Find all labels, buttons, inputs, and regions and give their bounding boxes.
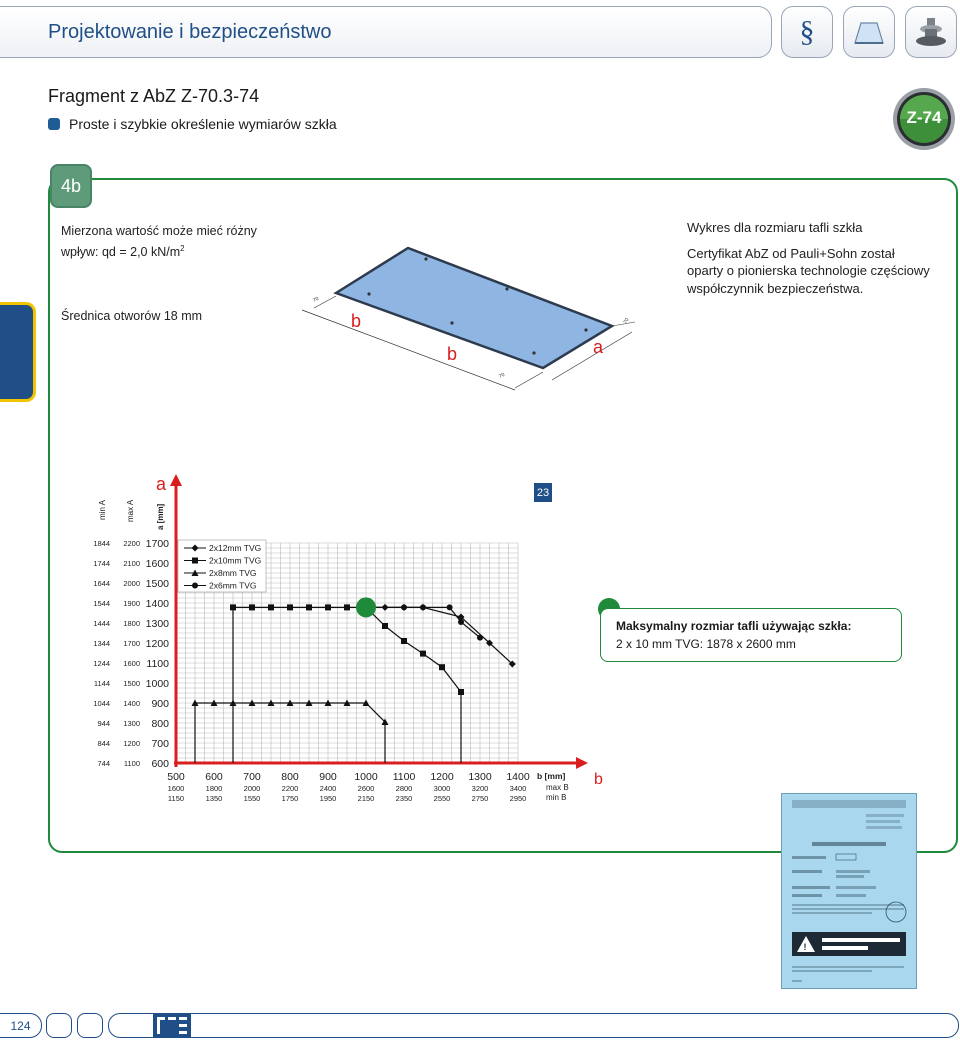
y-min-a-label: 1244 — [93, 659, 110, 668]
svg-text:70: 70 — [622, 317, 631, 325]
x-min-b-label: 1750 — [281, 794, 299, 803]
y-axis-arrow — [170, 474, 182, 486]
right-text — [687, 219, 930, 297]
glass-pane-icon[interactable] — [843, 6, 895, 58]
y-min-a-label: 844 — [97, 739, 110, 748]
x-min-b-title: min B — [546, 793, 567, 802]
y-tick-label: 1200 — [145, 638, 169, 650]
y-header-a: a [mm] — [156, 503, 165, 530]
series-point-1 — [306, 604, 312, 610]
badge-23: 23 — [534, 483, 552, 502]
x-min-b-label: 2150 — [357, 794, 375, 803]
x-min-b-label: 2750 — [471, 794, 489, 803]
side-tab[interactable] — [0, 302, 36, 402]
x-max-b-label: 3000 — [433, 784, 451, 793]
y-tick-label: 1400 — [145, 598, 169, 610]
svg-text:70: 70 — [312, 295, 320, 304]
x-tick-label: 1200 — [430, 771, 454, 783]
y-min-a-label: 1644 — [93, 579, 110, 588]
legend-label: 2x6mm TVG — [209, 580, 257, 591]
x-tick-label: 1000 — [354, 771, 378, 783]
y-tick-label: 1100 — [146, 658, 169, 670]
x-max-b-label: 2200 — [281, 784, 299, 793]
y-tick-label: 1500 — [145, 578, 169, 590]
info-box — [600, 608, 902, 662]
x-tick-label: 500 — [167, 771, 185, 783]
series-point-1 — [458, 689, 464, 695]
legend-marker — [192, 583, 198, 589]
right-text-title: Wykres dla rozmiaru tafli szkła — [687, 220, 863, 235]
axis-letter-b: b — [594, 771, 603, 788]
glass-size-chart — [80, 470, 603, 810]
page-number: 124 — [0, 1013, 42, 1038]
x-max-b-label: 1800 — [205, 784, 223, 793]
y-max-a-label: 1200 — [123, 739, 140, 748]
y-header-max: max A — [126, 499, 135, 522]
y-header-min: min A — [98, 499, 107, 520]
axis-letter-a: a — [156, 474, 167, 494]
series-point-3 — [420, 604, 426, 610]
series-line-0 — [366, 607, 512, 664]
y-max-a-label: 2200 — [123, 539, 140, 548]
x-axis-arrow — [576, 757, 588, 769]
svg-text:!: ! — [803, 942, 807, 952]
y-min-a-label: 1744 — [93, 559, 110, 568]
x-min-b-label: 2950 — [509, 794, 527, 803]
y-max-a-label: 1400 — [123, 699, 140, 708]
y-min-a-label: 744 — [97, 759, 110, 768]
legend-label: 2x12mm TVG — [209, 543, 262, 553]
y-min-a-label: 1044 — [93, 699, 110, 708]
drawing-label-b2: b — [447, 344, 458, 364]
x-axis-label: b [mm] — [537, 771, 566, 781]
series-point-1 — [401, 638, 407, 644]
x-max-b-title: max B — [546, 783, 569, 792]
y-max-a-label: 2000 — [123, 579, 140, 588]
y-tick-label: 800 — [151, 718, 169, 730]
y-max-a-label: 1600 — [123, 659, 140, 668]
x-tick-label: 600 — [205, 771, 223, 783]
y-max-a-label: 1700 — [123, 639, 140, 648]
glass-pane-drawing — [290, 238, 660, 398]
right-text-line3: współczynnik bezpieczeństwa. — [687, 280, 864, 296]
footer-bar — [108, 1013, 959, 1038]
y-min-a-label: 1144 — [93, 679, 110, 688]
series-point-1 — [268, 604, 274, 610]
x-max-b-label: 2800 — [395, 784, 413, 793]
y-max-a-label: 1800 — [123, 619, 140, 628]
z74-logo — [892, 87, 956, 151]
bullet-square — [48, 118, 60, 130]
x-max-b-label: 2000 — [243, 784, 261, 793]
y-tick-label: 1300 — [145, 618, 169, 630]
pauli-sohn-logo — [153, 1013, 191, 1038]
certificate-graphic — [782, 794, 916, 988]
series-point-1 — [439, 664, 445, 670]
y-max-a-label: 1500 — [123, 679, 140, 688]
left-text-line1: Mierzona wartość może mieć różny — [61, 224, 257, 238]
section-subtitle: Fragment z AbZ Z-70.3-74 — [48, 86, 260, 106]
info-title: Maksymalny rozmiar tafli używając szkła: — [616, 619, 852, 633]
series-point-3 — [401, 604, 407, 610]
footer-nav-next[interactable] — [77, 1013, 103, 1038]
x-min-b-label: 2350 — [395, 794, 413, 803]
series-point-1 — [420, 651, 426, 657]
x-max-b-label: 1600 — [167, 784, 185, 793]
y-min-a-label: 1344 — [93, 639, 110, 648]
drawing-label-a: a — [593, 337, 604, 357]
series-point-1 — [382, 623, 388, 629]
paragraph-icon[interactable] — [781, 6, 833, 58]
y-tick-label: 1000 — [145, 678, 169, 690]
y-min-a-label: 1444 — [93, 619, 110, 628]
page-title: Projektowanie i bezpieczeństwo — [48, 21, 332, 43]
x-min-b-label: 1550 — [243, 794, 261, 803]
x-tick-label: 1400 — [506, 771, 530, 783]
bullet-text: Proste i szybkie określenie wymiarów szkła — [69, 116, 337, 132]
series-point-3 — [458, 619, 464, 625]
y-max-a-label: 1100 — [123, 759, 140, 768]
paragraph-glyph: § — [799, 15, 815, 48]
y-tick-label: 600 — [151, 758, 169, 770]
y-min-a-label: 1844 — [93, 539, 110, 548]
svg-text:70: 70 — [498, 371, 506, 380]
x-max-b-label: 2400 — [319, 784, 337, 793]
x-min-b-label: 1350 — [205, 794, 223, 803]
y-tick-label: 1700 — [145, 538, 169, 550]
x-tick-label: 800 — [281, 771, 299, 783]
series-point-1 — [287, 604, 293, 610]
x-tick-label: 1300 — [468, 771, 492, 783]
legend-label: 2x10mm TVG — [209, 555, 262, 566]
y-tick-label: 1600 — [145, 558, 169, 570]
highlight-point — [356, 597, 376, 617]
x-max-b-label: 3200 — [471, 784, 489, 793]
series-point-3 — [447, 604, 453, 610]
x-min-b-label: 1950 — [319, 794, 337, 803]
footer-nav-prev[interactable] — [46, 1013, 72, 1038]
right-text-line2: oparty o pionierska technologie częściowy — [687, 263, 930, 278]
legend-label: 2x8mm TVG — [209, 568, 257, 578]
section-tab: 4b — [50, 164, 92, 208]
info-value: 2 x 10 mm TVG: 1878 x 2600 mm — [616, 637, 796, 651]
y-min-a-label: 944 — [97, 719, 110, 728]
x-tick-label: 900 — [319, 771, 337, 783]
legend-marker — [192, 558, 198, 564]
series-point-1 — [325, 604, 331, 610]
y-tick-label: 700 — [151, 738, 169, 750]
right-text-line1: Certyfikat AbZ od Pauli+Sohn został — [687, 245, 895, 261]
x-tick-label: 1100 — [392, 771, 416, 783]
x-max-b-label: 2600 — [357, 784, 375, 793]
left-text-line2: wpływ: qd = 2,0 $kN/m^2$ — [61, 244, 185, 260]
point-fixing-icon[interactable] — [905, 6, 957, 58]
y-tick-label: 900 — [151, 698, 169, 710]
y-max-a-label: 2100 — [123, 559, 140, 568]
drawing-label-b1: b — [351, 311, 362, 331]
series-point-1 — [249, 604, 255, 610]
x-min-b-label: 2550 — [433, 794, 451, 803]
z74-logo-text: Z-74 — [906, 108, 942, 127]
y-max-a-label: 1300 — [123, 719, 140, 728]
series-point-3 — [477, 635, 483, 641]
holes-text: Średnica otworów 18 mm — [61, 309, 203, 323]
left-text — [61, 223, 257, 261]
x-tick-label: 700 — [243, 771, 261, 783]
series-point-1 — [230, 604, 236, 610]
x-min-b-label: 1150 — [167, 794, 185, 803]
y-min-a-label: 1544 — [93, 599, 110, 608]
series-point-1 — [344, 604, 350, 610]
y-max-a-label: 1900 — [123, 599, 140, 608]
certificate-document — [781, 793, 917, 989]
x-max-b-label: 3400 — [509, 784, 527, 793]
